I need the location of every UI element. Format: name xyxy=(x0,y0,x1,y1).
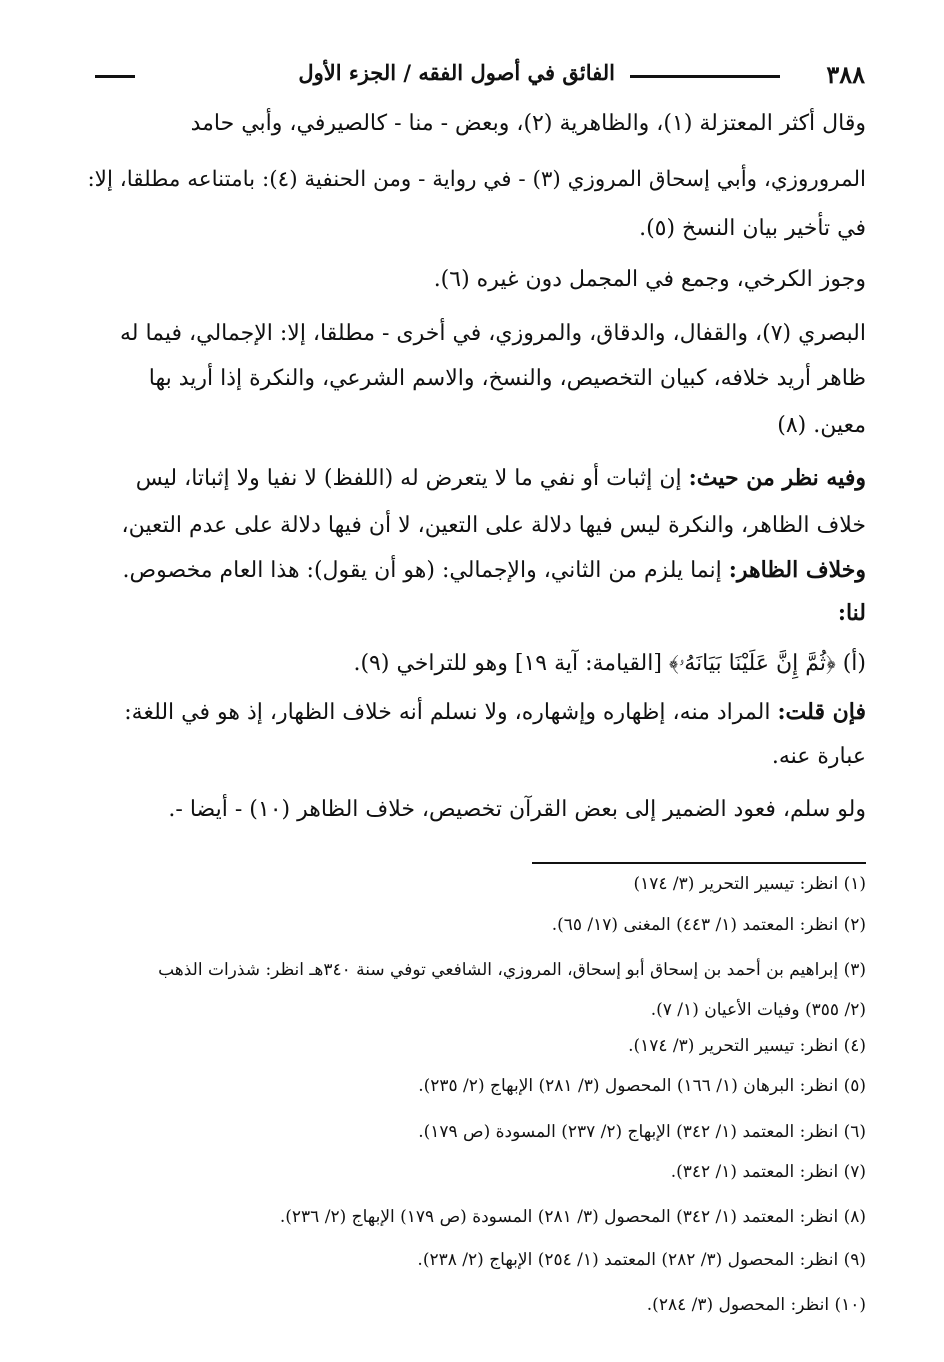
body-line: وفيه نظر من حيث: إن إثبات أو نفي ما لا يتعرض له (اللفظ) لا نفيا ولا إثباتا، ليس xyxy=(135,465,866,491)
footnote: (٧) انظر: المعتمد (١/ ٣٤٢). xyxy=(670,1162,866,1182)
body-line: (أ) ﴿ثُمَّ إِنَّ عَلَيْنَا بَيَانَهُۥ﴾ [القيامة: آية ١٩] وهو للتراخي (٩). xyxy=(353,651,866,676)
footnote: (٢/ ٣٥٥) وفيات الأعيان (١/ ٧). xyxy=(650,1000,866,1020)
footnote: (١٠) انظر: المحصول (٣/ ٢٨٤). xyxy=(646,1295,866,1315)
body-line: فإن قلت: المراد منه، إظهاره وإشهاره، ولا نسلم أنه خلاف الظهار، إذ هو في اللغة: xyxy=(124,699,866,725)
body-line: وجوز الكرخي، وجمع في المجمل دون غيره (٦). xyxy=(433,267,866,292)
footnote: (٤) انظر: تيسير التحرير (٣/ ١٧٤). xyxy=(628,1036,866,1056)
footnote: (٣) إبراهيم بن أحمد بن إسحاق أبو إسحاق، المروزي، الشافعي توفي سنة ٣٤٠هـ انظر: شذرات الذهب xyxy=(158,960,866,980)
page-header xyxy=(95,58,865,92)
footnote: (٢) انظر: المعتمد (١/ ٤٤٣) المغنى (١٧/ ٦٥). xyxy=(551,915,866,935)
footnote: (١) انظر: تيسير التحرير (٣/ ١٧٤) xyxy=(633,874,866,894)
body-line: المروروزي، وأبي إسحاق المروزي (٣) - في رواية - ومن الحنفية (٤): بامتناعه مطلقا، إلا: xyxy=(87,167,866,192)
body-line: في تأخير بيان النسخ (٥). xyxy=(639,216,866,241)
running-title: الفائق في أصول الفقه / الجزء الأول xyxy=(298,60,615,85)
body-line: البصري (٧)، والقفال، والدقاق، والمروزي، في أخرى - مطلقا، إلا: الإجمالي، فيما له xyxy=(119,321,866,346)
body-line: عبارة عنه. xyxy=(771,744,866,769)
body-line: وخلاف الظاهر: إنما يلزم من الثاني، والإجمالي: (هو أن يقول): هذا العام مخصوص. xyxy=(122,557,866,583)
header-rule-right xyxy=(630,75,780,78)
body-line: ظاهر أريد خلافه، كبيان التخصيص، والنسخ، والاسم الشرعي، والنكرة إذا أريد بها xyxy=(148,366,866,391)
body-line: معين. (٨) xyxy=(777,413,866,438)
body-line: ولو سلم، فعود الضمير إلى بعض القرآن تخصيص، خلاف الظاهر (١٠) - أيضا -. xyxy=(168,797,866,822)
body-line: خلاف الظاهر، والنكرة ليس فيها دلالة على التعين، لا أن فيها دلالة على عدم التعين، xyxy=(121,513,866,538)
header-rule-left xyxy=(95,75,135,78)
body-line: وقال أكثر المعتزلة (١)، والظاهرية (٢)، وبعض - منا - كالصيرفي، وأبي حامد xyxy=(190,111,866,136)
footnote: (٩) انظر: المحصول (٣/ ٢٨٢) المعتمد (١/ ٢٥٤) الإبهاج (٢/ ٢٣٨). xyxy=(417,1250,866,1270)
footnote: (٦) انظر: المعتمد (١/ ٣٤٢) الإبهاج (٢/ ٢٣٧) المسودة (ص ١٧٩). xyxy=(418,1122,866,1142)
body-line: لنا: xyxy=(837,600,866,626)
footnote-separator xyxy=(532,862,866,864)
footnote: (٥) انظر: البرهان (١/ ١٦٦) المحصول (٣/ ٢٨١) الإبهاج (٢/ ٢٣٥). xyxy=(418,1076,866,1096)
footnote: (٨) انظر: المعتمد (١/ ٣٤٢) المحصول (٣/ ٢٨١) المسودة (ص ١٧٩) الإبهاج (٢/ ٢٣٦). xyxy=(279,1207,866,1227)
page-number: ٣٨٨ xyxy=(826,60,865,89)
